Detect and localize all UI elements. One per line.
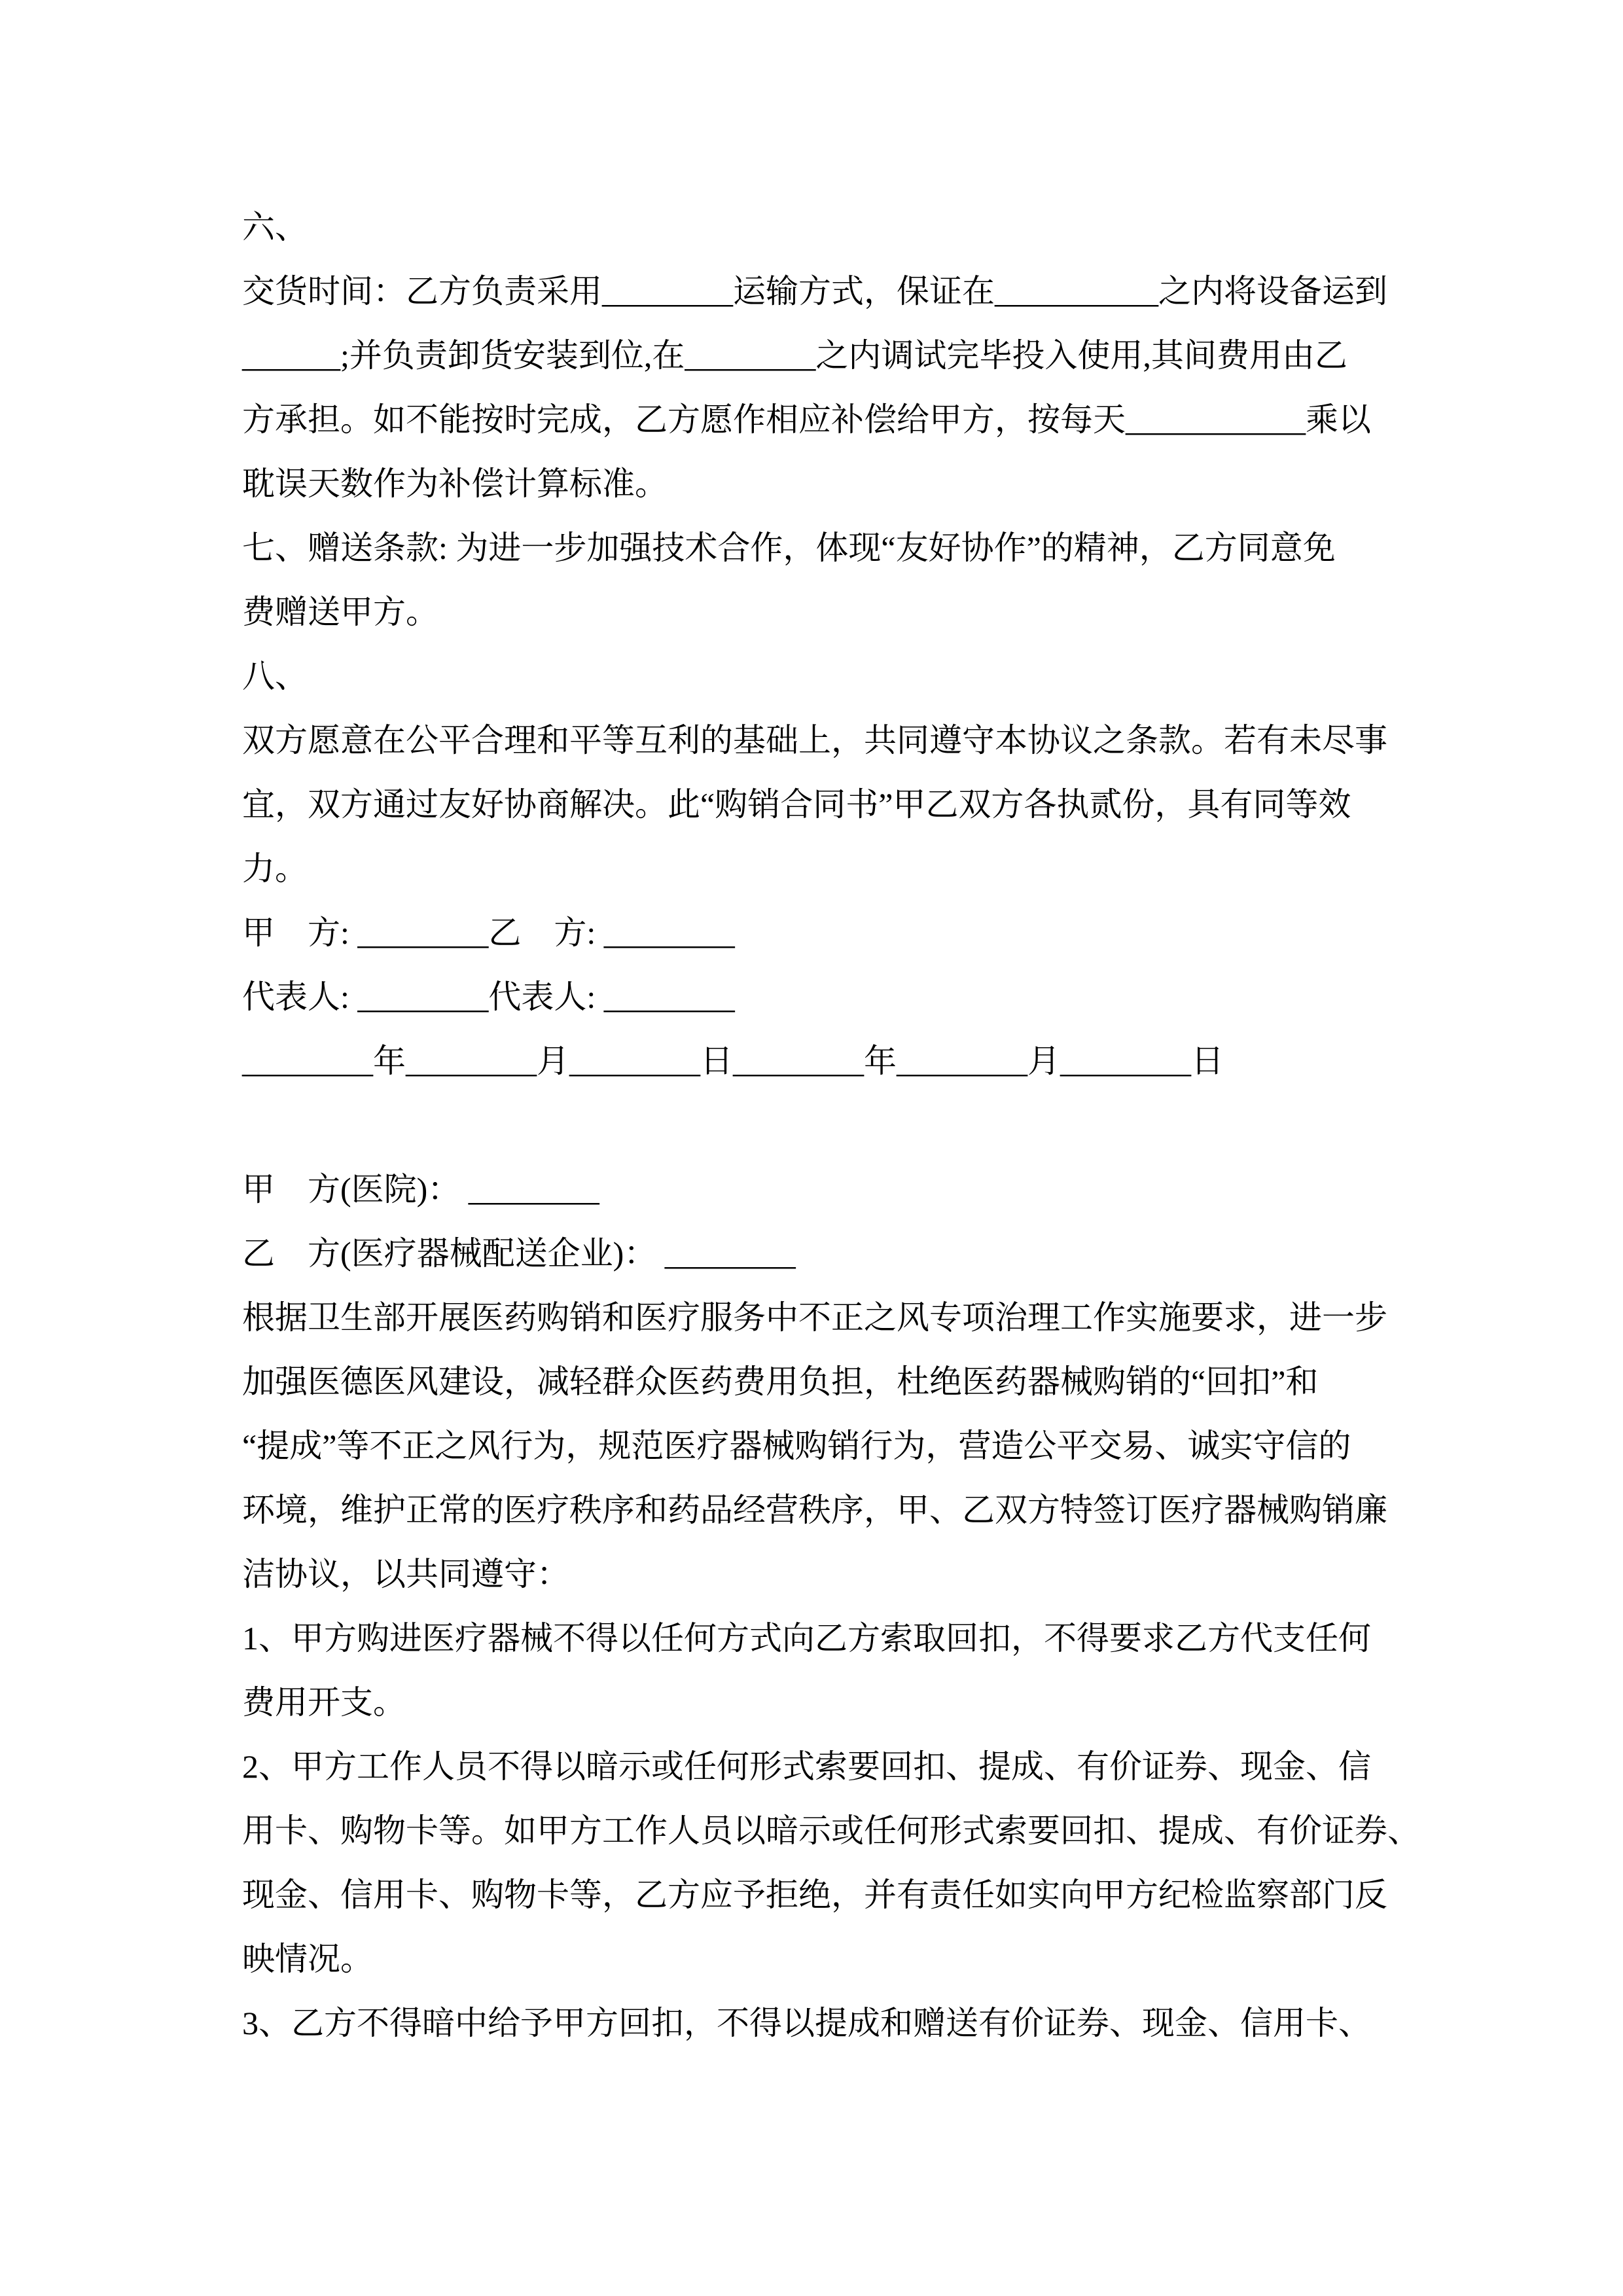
text-line: ______;并负责卸货安装到位,在________之内调试完毕投入使用,其间费用由乙 bbox=[242, 337, 1347, 374]
text-line-representative-blank: 代表人: ________代表人: ________ bbox=[242, 978, 735, 1015]
text-line: 费赠送甲方。 bbox=[242, 594, 438, 630]
text-line: 方承担。如不能按时完成，乙方愿作相应补偿给甲方，按每天___________乘以 bbox=[242, 401, 1371, 438]
text-line-party-b-supplier: 乙 方(医疗器械配送企业)： ________ bbox=[242, 1235, 796, 1272]
text-line: 耽误天数作为补偿计算标准。 bbox=[242, 465, 668, 502]
text-line: 根据卫生部开展医药购销和医疗服务中不正之风专项治理工作实施要求，进一步 bbox=[242, 1299, 1387, 1336]
text-line: “提成”等不正之风行为，规范医疗器械购销行为，营造公平交易、诚实守信的 bbox=[242, 1427, 1351, 1464]
text-line: 宜，双方通过友好协商解决。此“购销合同书”甲乙双方各执贰份，具有同等效 bbox=[242, 786, 1351, 823]
text-line: 七、赠送条款: 为进一步加强技术合作，体现“友好协作”的精神，乙方同意免 bbox=[242, 529, 1336, 566]
text-line: 八、 bbox=[242, 658, 308, 694]
document-body bbox=[242, 195, 1427, 2055]
text-line: 双方愿意在公平合理和平等互利的基础上，共同遵守本协议之条款。若有未尽事 bbox=[242, 722, 1387, 759]
text-line: 洁协议，以共同遵守： bbox=[242, 1556, 569, 1592]
text-line: 现金、信用卡、购物卡等，乙方应予拒绝，并有责任如实向甲方纪检监察部门反 bbox=[242, 1876, 1387, 1913]
text-line-date-blank: ________年________月________日________年________月________日 bbox=[242, 1043, 1224, 1079]
text-line: 2、甲方工作人员不得以暗示或任何形式索要回扣、提成、有价证券、现金、信 bbox=[242, 1748, 1371, 1785]
text-line: 费用开支。 bbox=[242, 1684, 406, 1721]
text-line: 交货时间：乙方负责采用________运输方式，保证在__________之内将设备运到 bbox=[242, 273, 1387, 310]
text-line: 六、 bbox=[242, 209, 308, 245]
text-line: 用卡、购物卡等。如甲方工作人员以暗示或任何形式索要回扣、提成、有价证券、 bbox=[242, 1812, 1420, 1849]
text-line: 加强医德医风建设，减轻群众医药费用负担，杜绝医药器械购销的“回扣”和 bbox=[242, 1363, 1319, 1400]
text-line-party-blank: 甲 方: ________乙 方: ________ bbox=[242, 914, 735, 951]
text-line: 力。 bbox=[242, 850, 308, 887]
text-line: 映情况。 bbox=[242, 1941, 373, 1977]
text-line-party-a-hospital: 甲 方(医院)： ________ bbox=[242, 1171, 599, 1208]
text-line: 环境，维护正常的医疗秩序和药品经营秩序，甲、乙双方特签订医疗器械购销廉 bbox=[242, 1492, 1387, 1528]
text-line: 3、乙方不得暗中给予甲方回扣，不得以提成和赠送有价证券、现金、信用卡、 bbox=[242, 2005, 1371, 2041]
text-line: 1、甲方购进医疗器械不得以任何方式向乙方索取回扣，不得要求乙方代支任何 bbox=[242, 1620, 1371, 1657]
blank-line bbox=[242, 1093, 1427, 1157]
